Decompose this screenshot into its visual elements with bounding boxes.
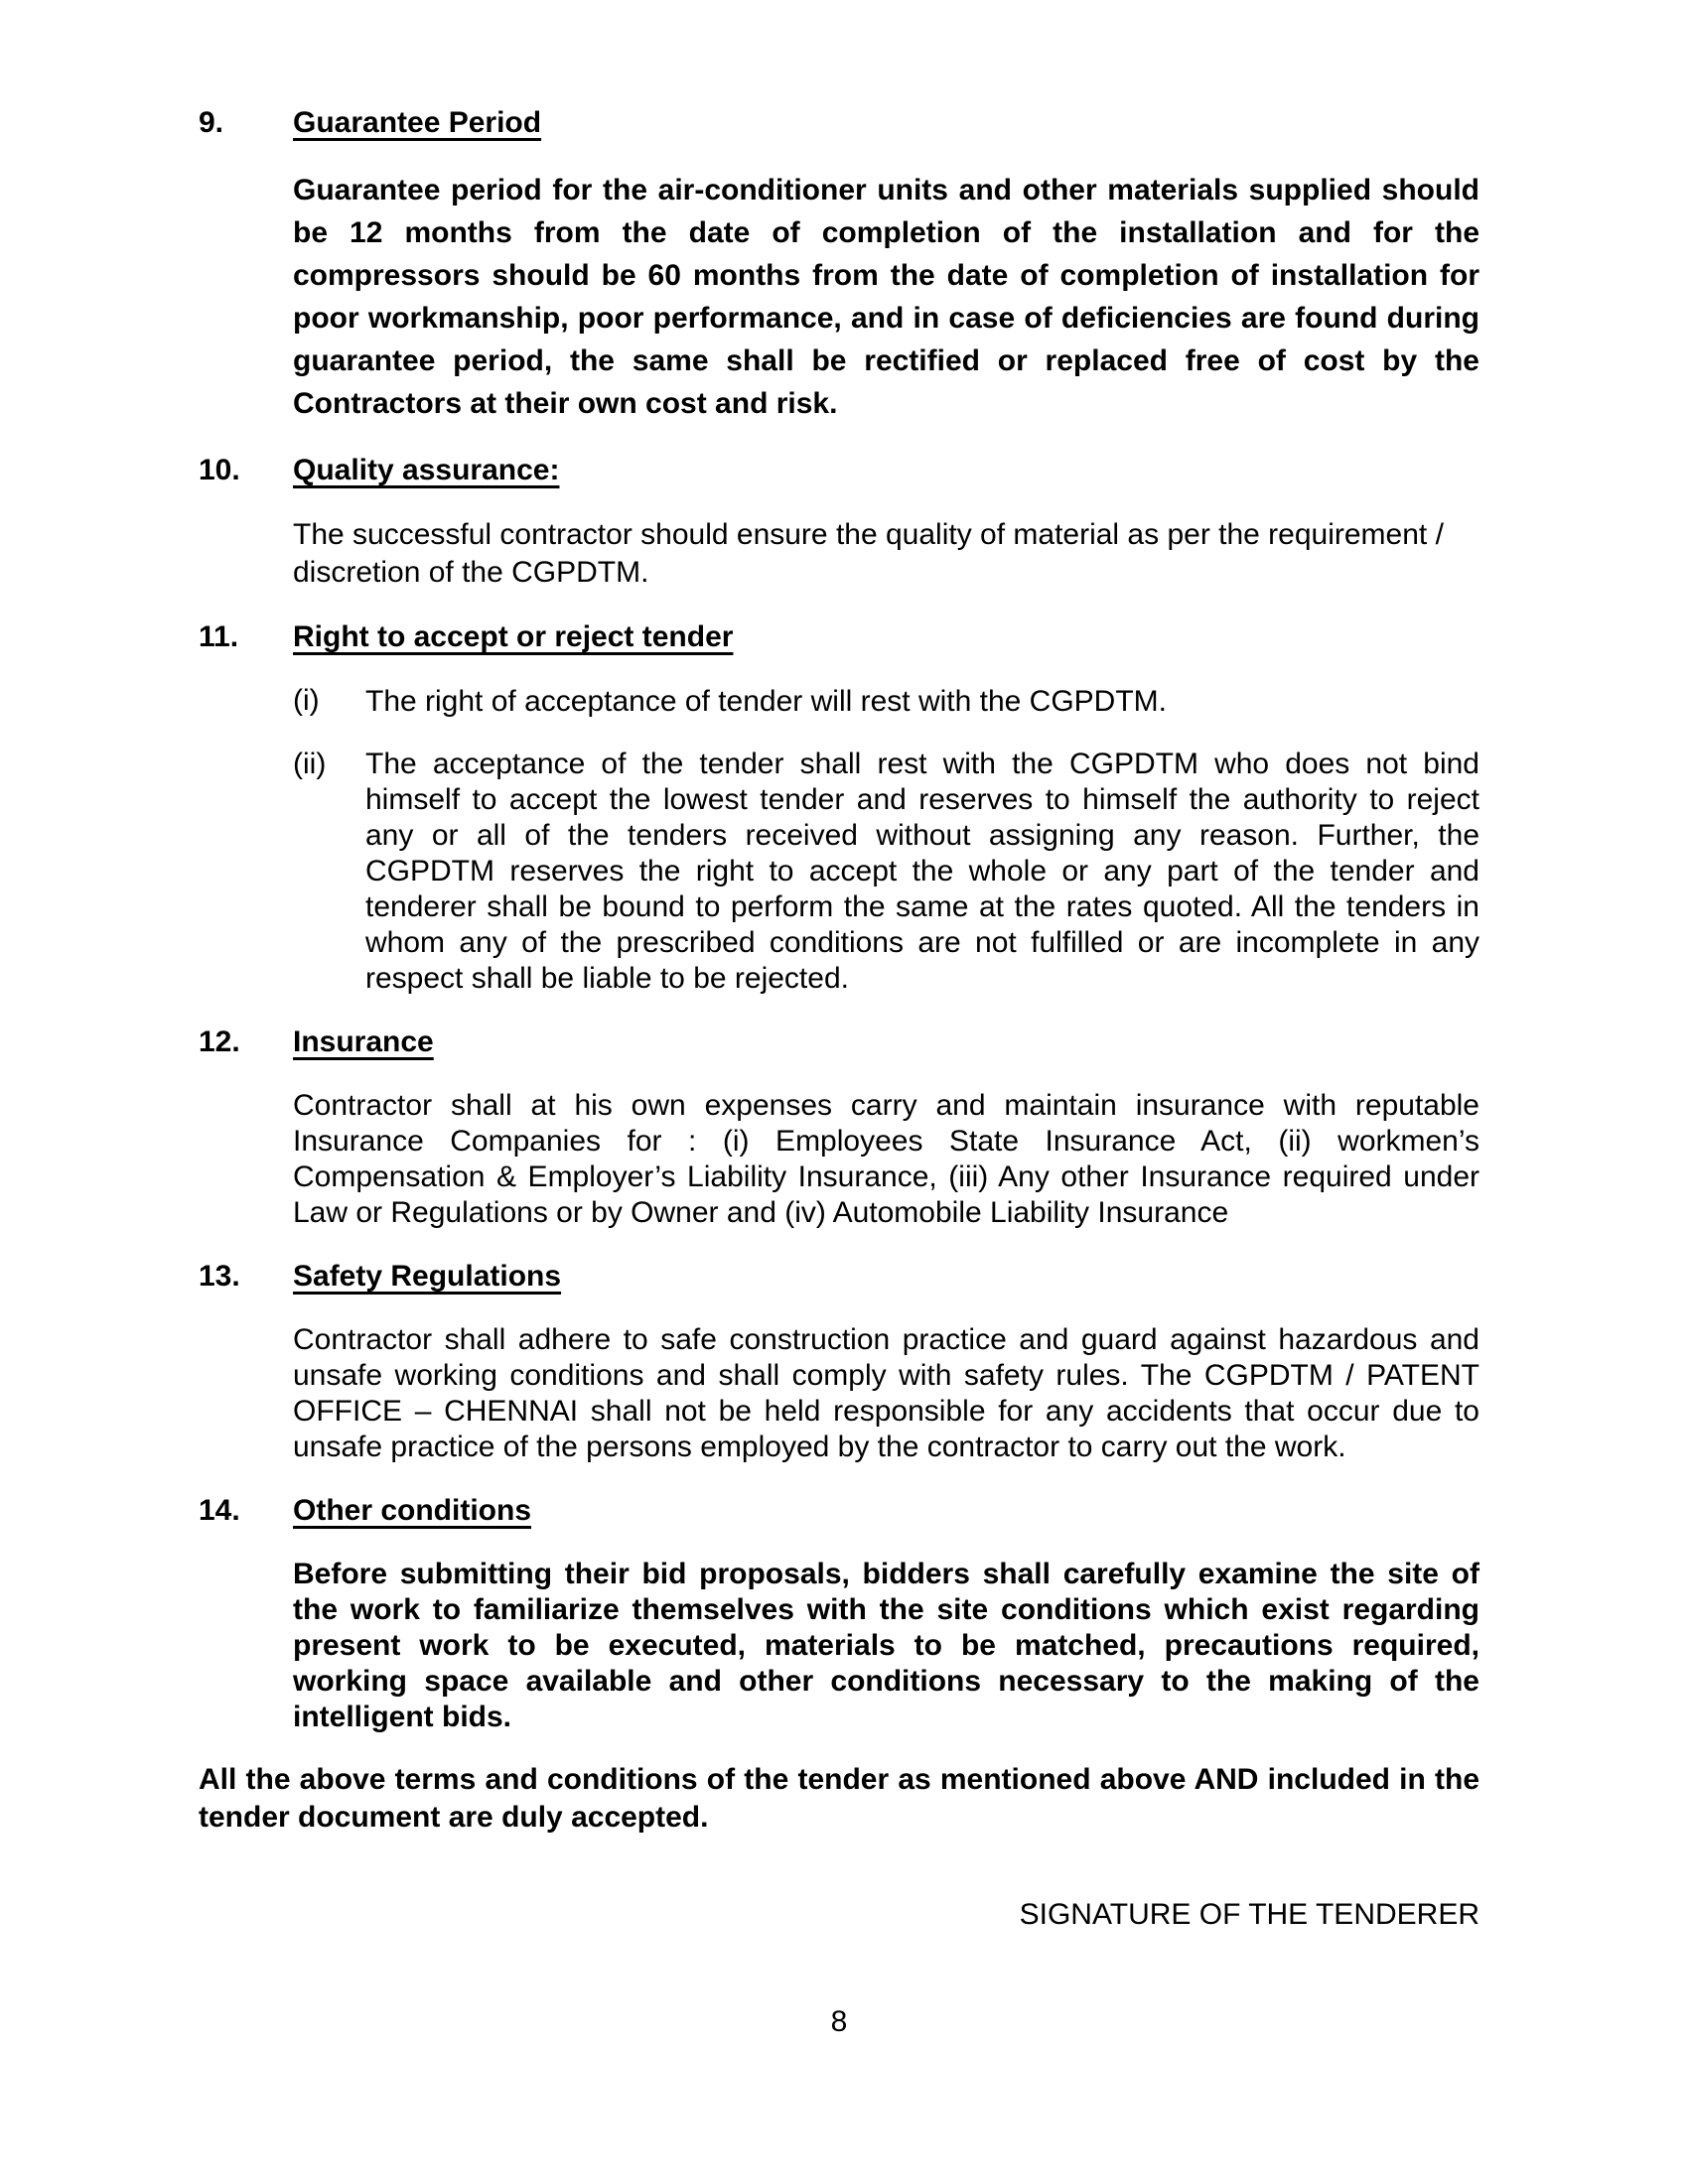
list-item-text: The acceptance of the tender shall rest with the CGPDTM who does not bind himself to accept the lowest tender and reserves to himself the authority to reject any or all of the tenders received without assigning any reason. Further, the CGPDTM reserves the right to accept the whole or any part of the tender and tenderer shall be bound to perform the same at the rates quoted. All the tenders in whom any of the prescribed conditions are not fulfilled or are incomplete in any respect shall be liable to be rejected. [365,748,1479,995]
section-heading: Quality assurance: [293,454,560,486]
section-number: 12. [199,1025,240,1058]
section-10 [199,451,1479,617]
list-item-label: (ii) [293,748,327,780]
section-number: 14. [199,1494,240,1527]
section-heading: Safety Regulations [293,1260,562,1293]
closing-statement: All the above terms and conditions of the tender as mentioned above AND included in the tender document are duly accepted. [199,1763,1479,1834]
section-number: 13. [199,1260,240,1293]
section-heading: Other conditions [293,1494,531,1527]
section-11 [199,617,1479,1023]
list-item [293,683,1479,721]
signature-line: SIGNATURE OF THE TENDERER [1019,1898,1479,1931]
section-12 [199,1023,1479,1257]
list-item-label: (i) [293,684,320,717]
section-number: 10. [199,454,240,486]
section-heading: Insurance [293,1025,434,1058]
section-9 [199,103,1479,451]
list-item [293,747,1479,997]
section-14 [199,1491,1479,1761]
section-number: 11. [199,620,239,653]
section-paragraph: Guarantee period for the air-conditioner units and other materials supplied should be 12 months from the date of completion of the installation and for the compressors should be 60 months from the date of completion of installation for poor workmanship, poor performance, and in case of deficiencies are found during guarantee period, the same shall be rectified or replaced free of cost by the Contractors at their own cost and risk. [293,174,1479,420]
section-paragraph: The successful contractor should ensure the quality of material as per the requirement / discretion of the CGPDTM. [293,518,1444,589]
page-number: 8 [830,2005,848,2038]
section-heading: Right to accept or reject tender [293,620,734,653]
section-paragraph: Contractor shall adhere to safe construction practice and guard against hazardous and unsafe working conditions and shall comply with safety rules. The CGPDTM / PATENT OFFICE – CHENNAI shall not be held responsible for any accidents that occur due to unsafe practice of the persons employed by the contractor to carry out the work. [293,1323,1479,1463]
section-number: 9. [199,106,224,139]
section-heading: Guarantee Period [293,106,542,139]
section-paragraph: Before submitting their bid proposals, bidders shall carefully examine the site of the work to familiarize themselves with the site conditions which exist regarding present work to be executed, materials to be matched, precautions required, working space available and other conditions necessary to the making of the intelligent bids. [293,1558,1479,1733]
section-13 [199,1257,1479,1491]
list-item-text: The right of acceptance of tender will rest with the CGPDTM. [365,685,1167,718]
section-paragraph: Contractor shall at his own expenses carry and maintain insurance with reputable Insurance Companies for : (i) Employees State Insurance Act, (ii) workmen’s Compensation & Employer’s Liability Insurance, (iii) Any other Insurance required under Law or Regulations or by Owner and (iv) Automobile Liability Insurance [293,1089,1479,1229]
